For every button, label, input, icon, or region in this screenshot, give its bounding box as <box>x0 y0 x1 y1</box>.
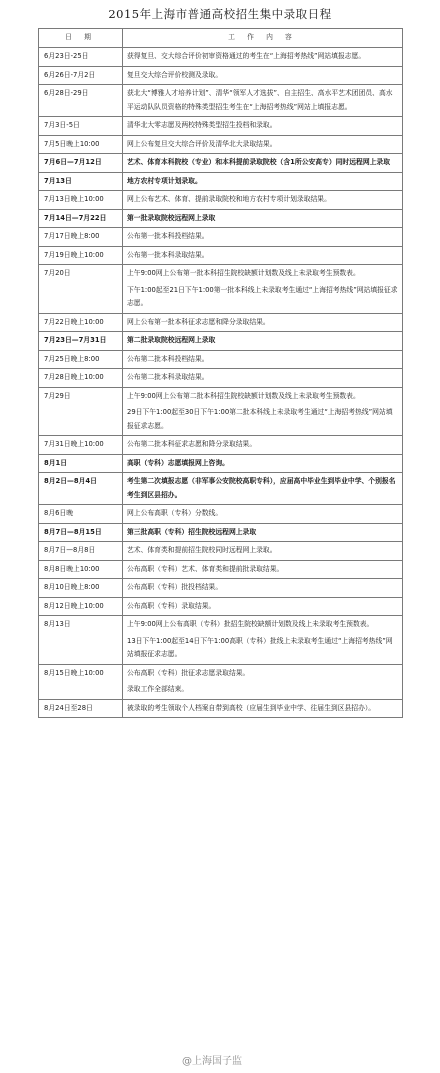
table-row <box>39 135 403 154</box>
row-content <box>123 85 403 117</box>
header-row <box>39 29 403 48</box>
row-content-line: 上午9:00网上公布第一批本科招生院校缺额计划数及线上未录取考生预数表。 <box>127 269 360 277</box>
row-content-line: 第一批录取院校远程网上录取 <box>127 213 216 222</box>
content-column-header: 工 作 内 容 <box>123 29 403 48</box>
row-content-line: 录取工作全部结束。 <box>127 685 189 693</box>
row-content-line: 上午9:00网上公布高职（专科）批招生院校缺额计划数及线上未录取考生预数表。 <box>127 620 374 628</box>
table-row <box>39 473 403 505</box>
row-content <box>123 172 403 191</box>
row-date: 8月24日至28日 <box>39 699 123 718</box>
table-body <box>39 48 403 718</box>
table-row <box>39 228 403 247</box>
row-content <box>123 209 403 228</box>
table-row <box>39 597 403 616</box>
row-date: 8月10日晚上8:00 <box>39 579 123 598</box>
row-content <box>123 387 403 436</box>
row-content <box>123 228 403 247</box>
page-title: 2015年上海市普通高校招生集中录取日程 <box>108 7 332 21</box>
row-content-line: 网上公布高职（专科）分数线。 <box>127 509 223 517</box>
row-content-line: 13日下午1:00起至14日下午1:00高职（专科）批线上未录取考生通过“上海招考热线”网站填报征求志愿。 <box>127 636 393 658</box>
row-date: 6月26日-7月2日 <box>39 66 123 85</box>
row-date: 7月31日晚上10:00 <box>39 436 123 455</box>
row-content <box>123 154 403 173</box>
row-date: 8月12日晚上10:00 <box>39 597 123 616</box>
row-content <box>123 369 403 388</box>
table-row <box>39 209 403 228</box>
watermark-text: @上海国子监 <box>182 1056 242 1067</box>
table-header <box>39 29 403 48</box>
row-content <box>123 246 403 265</box>
row-content <box>123 542 403 561</box>
row-content <box>123 48 403 67</box>
row-content <box>123 191 403 210</box>
row-content <box>123 473 403 505</box>
row-content-line: 获北大“博雅人才培养计划”、清华“领军人才选拔”、自主招生、高水平艺术团团员、高水平运动队队员资格的特殊类型招生考生在“上海招考热线”网站上填报志愿。 <box>127 89 393 111</box>
row-content <box>123 350 403 369</box>
row-content-line: 公布高职（专科）艺术、体育类和提前批录取结果。 <box>127 564 284 573</box>
row-content-line: 29日下午1:00起至30日下午1:00第二批本科线上未录取考生通过“上海招考热线”网站填报征求志愿。 <box>127 408 393 430</box>
row-date: 8月2日—8月4日 <box>39 473 123 505</box>
row-date: 7月19日晚上10:00 <box>39 246 123 265</box>
row-date: 7月6日—7月12日 <box>39 154 123 173</box>
row-date: 7月13日 <box>39 172 123 191</box>
table-row <box>39 154 403 173</box>
row-content <box>123 699 403 718</box>
table-row <box>39 560 403 579</box>
row-date: 7月14日—7月22日 <box>39 209 123 228</box>
row-content-line: 地方农村专项计划录取。 <box>127 176 202 185</box>
table-row <box>39 66 403 85</box>
row-content <box>123 313 403 332</box>
row-content-line: 第二批录取院校远程网上录取 <box>127 336 216 344</box>
row-content-line: 获得复旦、交大综合评价初审资格通过的考生在“上海招考热线”网站填报志愿。 <box>127 52 366 60</box>
row-content-line: 公布第二批本科征求志愿和降分录取结果。 <box>127 440 257 448</box>
row-content-line: 艺术、体育类和提前招生院校同时远程网上录取。 <box>127 546 277 554</box>
table-row <box>39 369 403 388</box>
row-date: 8月7日—8月15日 <box>39 523 123 542</box>
row-date: 7月3日-5日 <box>39 117 123 136</box>
row-date: 7月29日 <box>39 387 123 436</box>
row-date: 7月20日 <box>39 265 123 314</box>
row-content-line: 复旦交大综合评价校测及录取。 <box>127 70 223 79</box>
table-row <box>39 172 403 191</box>
row-date: 7月17日晚上8:00 <box>39 228 123 247</box>
table-row <box>39 246 403 265</box>
table-row <box>39 699 403 718</box>
row-content-line: 高职（专科）志愿填报网上咨询。 <box>127 458 229 467</box>
row-date: 7月22日晚上10:00 <box>39 313 123 332</box>
row-content <box>123 560 403 579</box>
table-row <box>39 436 403 455</box>
row-content-line: 清华北大零志愿及两校特殊类型招生投档和录取。 <box>127 121 277 129</box>
table-row <box>39 579 403 598</box>
table-row <box>39 505 403 524</box>
table-row <box>39 191 403 210</box>
row-content-line: 公布第一批本科投档结果。 <box>127 232 209 240</box>
row-content <box>123 505 403 524</box>
row-content <box>123 454 403 473</box>
date-column-header: 日 期 <box>39 29 123 48</box>
row-content <box>123 664 403 699</box>
row-content-line: 网上公布复旦交大综合评价及清华北大录取结果。 <box>127 139 277 148</box>
row-content <box>123 135 403 154</box>
row-date: 8月8日晚上10:00 <box>39 560 123 579</box>
row-content-line: 被录取的考生领取个人档案自带到高校（应届生到毕业中学、往届生到区县招办）。 <box>127 703 376 712</box>
row-date: 8月15日晚上10:00 <box>39 664 123 699</box>
table-row <box>39 350 403 369</box>
row-date: 8月7日—8月8日 <box>39 542 123 561</box>
row-content <box>123 523 403 542</box>
row-content-line: 考生第二次填报志愿（非军事公安院校高职专科），应届高中毕业生到毕业中学、个别报名考生到区县招办。 <box>127 477 396 499</box>
row-content <box>123 117 403 136</box>
table-row <box>39 85 403 117</box>
table-row <box>39 117 403 136</box>
row-date: 7月5日晚上10:00 <box>39 135 123 154</box>
row-content <box>123 66 403 85</box>
row-content <box>123 579 403 598</box>
row-content-line: 第三批高职（专科）招生院校远程网上录取 <box>127 527 257 536</box>
row-content-line: 网上公布第一批本科征求志愿和降分录取结果。 <box>127 317 270 326</box>
row-content-line: 公布高职（专科）批投档结果。 <box>127 583 223 591</box>
table-row <box>39 542 403 561</box>
row-date: 8月1日 <box>39 454 123 473</box>
table-row <box>39 523 403 542</box>
row-date: 7月28日晚上10:00 <box>39 369 123 388</box>
row-content-line: 上午9:00网上公布第二批本科招生院校缺额计划数及线上未录取考生预数表。 <box>127 391 360 400</box>
table-row <box>39 332 403 351</box>
row-content-line: 公布第二批本科投档结果。 <box>127 354 209 363</box>
row-date: 8月13日 <box>39 616 123 665</box>
row-content-line: 公布高职（专科）批征求志愿录取结果。 <box>127 668 250 677</box>
row-date: 7月13日晚上10:00 <box>39 191 123 210</box>
table-row <box>39 387 403 436</box>
row-content <box>123 436 403 455</box>
row-content-line: 艺术、体育本科院校（专业）和本科提前录取院校（含1所公安高专）同时远程网上录取 <box>127 158 391 166</box>
row-content <box>123 265 403 314</box>
row-content-line: 公布第二批本科录取结果。 <box>127 373 209 381</box>
row-content <box>123 616 403 665</box>
row-content <box>123 597 403 616</box>
row-content-line: 网上公布艺术、体育、提前录取院校和地方农村专项计划录取结果。 <box>127 195 331 203</box>
row-date: 7月25日晚上8:00 <box>39 350 123 369</box>
table-row <box>39 313 403 332</box>
row-date: 7月23日—7月31日 <box>39 332 123 351</box>
schedule-table <box>38 28 403 718</box>
row-content-line: 公布第一批本科录取结果。 <box>127 250 209 259</box>
table-row <box>39 454 403 473</box>
row-date: 6月23日-25日 <box>39 48 123 67</box>
table-row <box>39 48 403 67</box>
row-content <box>123 332 403 351</box>
row-content-line: 公布高职（专科）录取结果。 <box>127 601 216 610</box>
row-date: 8月6日晚 <box>39 505 123 524</box>
table-row <box>39 664 403 699</box>
table-row <box>39 616 403 665</box>
row-content-line: 下午1:00起至21日下午1:00第一批本科线上未录取考生通过“上海招考热线”网站填报征求志愿。 <box>127 285 398 307</box>
row-date: 6月28日-29日 <box>39 85 123 117</box>
table-row <box>39 265 403 314</box>
